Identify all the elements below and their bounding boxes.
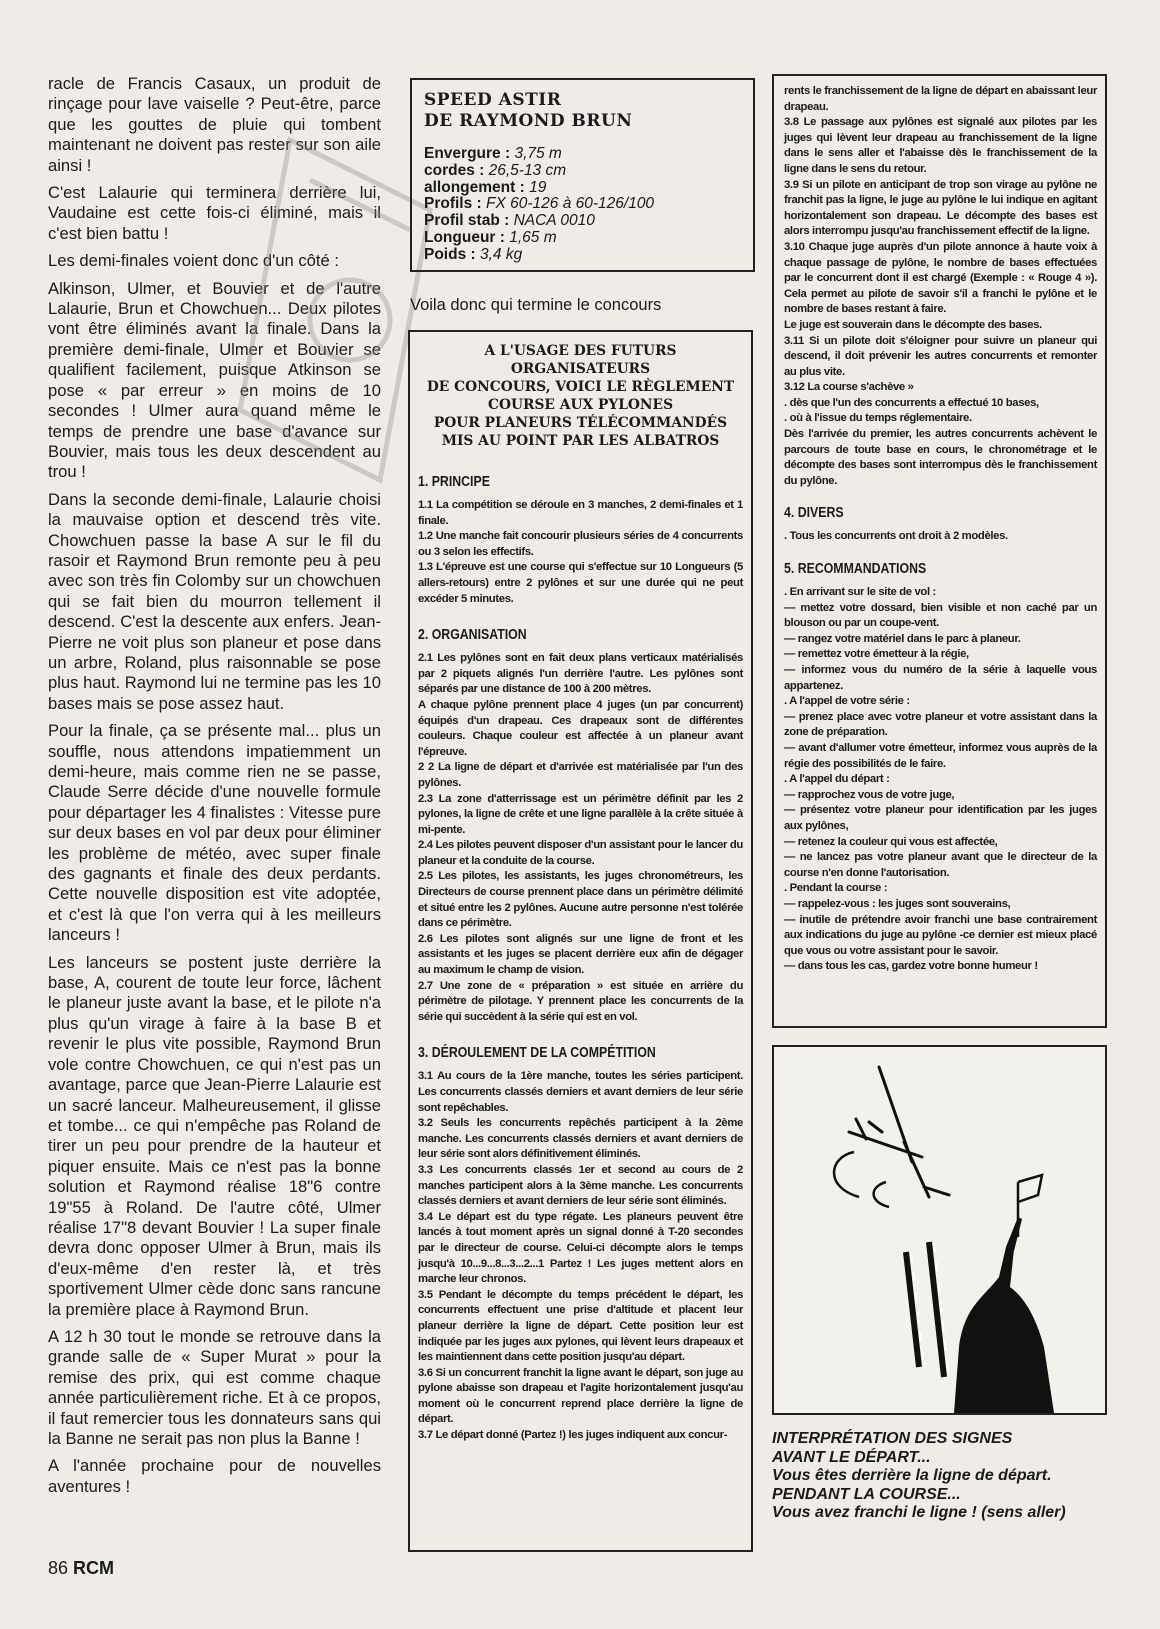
section-heading: 5. RECOMMANDATIONS — [784, 561, 927, 578]
spec-label: cordes : — [424, 161, 489, 179]
spec-value: NACA 0010 — [513, 212, 595, 230]
pylon-poles — [906, 1242, 949, 1377]
spec-label: Poids : — [424, 245, 480, 263]
spacer — [418, 1025, 743, 1039]
rule-item: 2.3 La zone d'atterrissage est un périmètre définit par les 2 pylones, la ligne de crête et une ligne parallèle à la crête située à mi-pente. — [418, 792, 743, 836]
closing-note: Voila donc qui termine le concours — [410, 296, 662, 314]
rule-item: — retenez la couleur qui vous est affectée, — [784, 835, 998, 848]
caption-line: Vous êtes derrière la ligne de départ. — [772, 1467, 1052, 1484]
page-folio — [48, 1558, 114, 1579]
spacer — [784, 489, 1097, 499]
rule-item: 3.4 Le départ est du type régate. Les planeurs peuvent être lancés à tout moment après un signal donné à T-20 secondes par le directeur de course. Celui-ci décompte alors le temps jusqu'à 10...9...8...3...2...1 Partez ! Les juges mettent alors en marche leur chronos. — [418, 1210, 743, 1286]
rule-item: 2.5 Les pilotes, les assistants, les juges chronométreurs, les Directeurs de course prennent place dans un périmètre délimité et situé entre les 2 pylônes. Aucune autre personne n'est tolérée dans ce périmètre. — [418, 870, 743, 930]
illustration-svg — [774, 1047, 1105, 1413]
rule-item: — remettez votre émetteur à la régie, — [784, 648, 969, 661]
section-heading: 3. DÉROULEMENT DE LA COMPÉTITION — [418, 1045, 656, 1062]
spacer — [418, 607, 743, 621]
rule-item: 2.4 Les pilotes peuvent disposer d'un assistant pour le lancer du planeur et la conduite de la course. — [418, 839, 743, 867]
rule-item: 3.11 Si un pilote doit s'éloigner pour suivre un planeur qui descend, il doit prévenir les autres concurrents et remonter au plus vite. — [784, 334, 1097, 378]
rule-item: Dès l'arrivée du premier, les autres concurrents achèvent le parcours de toute base en cours, le chronométrage et le décompte des bases sont interrompus dès le franchissement du pylône. — [784, 428, 1097, 487]
spec-label: allongement : — [424, 178, 530, 196]
rule-item: 2.6 Les pilotes sont alignés sur une ligne de front et les assistants et les juges se placent derrière eux afin de dégager au maximum le champ de vision. — [418, 932, 743, 977]
rule-item: — inutile de prétendre avoir franchi une base contrairement aux indications du juge au pylône -ce dernier est mieux placé que vous ou votre assistant pour le savoir. — [784, 913, 1097, 957]
flag — [1018, 1175, 1042, 1237]
rule-item: — avant d'allumer votre émetteur, informez vous auprès de la régie des possibilités de le faire. — [784, 741, 1097, 770]
article-body — [48, 74, 381, 1504]
specs-title — [424, 90, 741, 132]
specs-title-line: DE RAYMOND BRUN — [424, 111, 633, 131]
caption-line: INTERPRÉTATION DES SIGNES — [772, 1430, 1013, 1447]
rule-item: — prenez place avec votre planeur et votre assistant dans la zone de préparation. — [784, 710, 1097, 739]
reglement-continued-box — [772, 74, 1107, 1028]
spec-row — [424, 163, 741, 180]
rule-item: 1.1 La compétition se déroule en 3 manches, 2 demi-finales et 1 finale. — [418, 499, 743, 527]
specs-box — [410, 78, 755, 272]
magazine-name: RCM — [73, 1558, 115, 1578]
article-paragraph: Les lanceurs se postent juste derrière la base, A, courent de toute leur force, lâchent le planeur juste avant la base, et le pilote n'a plus qu'un virage à faire à la base B et revenir le plus vite possible, Raymond Brun vole contre Chowchuen, ce qui n'est pas un avantage, parce que Jean-Pierre Lalaurie est un sacré lanceur. Malheureusement, il glisse et tombe... ce qui n'empêche pas Roland de tirer un peu pour prendre de la hauteur et piquer ensuite. Mais ce n'est pas la bonne solution et Raymond réalise 18"6 contre 19"55 à Roland. De l'autre côté, Ulmer réalise 17"8 devant Bouvier ! La super finale devra donc opposer Ulmer à Brun, mais ils d'eux-même d'en rester là, et très sportivement Ulmer cède donc sans rancune la première place à Raymond Brun. — [48, 952, 381, 1319]
rule-item: . A l'appel de votre série : — [784, 695, 910, 708]
spec-value: 1,65 m — [509, 228, 557, 246]
illustration-caption — [772, 1430, 1107, 1523]
reglement-title-line: A L'USAGE DES FUTURS ORGANISATEURS — [484, 343, 677, 377]
motion-lines — [834, 1152, 889, 1207]
spec-value: FX 60-126 à 60-126/100 — [486, 195, 655, 213]
spec-row — [424, 146, 741, 163]
rule-item: 3.2 Seuls les concurrents repêchés participent à la 2ème manche. Les concurrents classés derniers et avant derniers de leur série sont alors définitivement éliminés. — [418, 1117, 743, 1161]
rule-item: 1.2 Une manche fait concourir plusieurs séries de 4 concurrents ou 3 selon les effectifs. — [418, 530, 743, 558]
rule-item: — dans tous les cas, gardez votre bonne humeur ! — [784, 960, 1038, 973]
caption-line: PENDANT LA COURSE... — [772, 1485, 961, 1503]
spec-row — [424, 213, 741, 230]
article-paragraph: Dans la seconde demi-finale, Lalaurie choisi la mauvaise option et descend très vite. Chowchuen passe la base A sur le fil du rasoir et Raymond Brun remonte peu à peu avec son très fin Colomby sur un chowchuen qui se fait bien du mourron tellement il descend. C'est la descente aux enfers. Jean-Pierre ne voit plus son planeur et pose dans un arbre, Roland, plus raisonnable se pose plus haut. Raymond lui ne termine pas les 10 bases mais se pose assez haut. — [48, 489, 381, 713]
rule-item: . où à l'issue du temps réglementaire. — [784, 412, 972, 425]
judge-silhouette — [954, 1217, 1054, 1413]
rule-item: — présentez votre planeur pour identification par les juges aux pylônes, — [784, 804, 1097, 832]
reglement-title-line: DE CONCOURS, VOICI LE RÈGLEMENT — [426, 379, 735, 395]
rule-item: Le juge est souverain dans le décompte des bases. — [784, 318, 1042, 331]
rule-item: A chaque pylône prennent place 4 juges (un par concurrent) équipés d'un drapeau. Ces drapeaux sont de différentes couleurs. Chaque couleur est affectée à un planeur avant l'épreuve. — [418, 698, 743, 758]
spec-value: 19 — [529, 178, 547, 196]
reglement-title-line: COURSE AUX PYLONES — [487, 397, 674, 413]
spec-label: Longueur : — [424, 228, 510, 246]
rule-item: 2.7 Une zone de « préparation » est située en arrière du périmètre de pilotage. Y prennent place les concurrents de la série qui succèdent à la série qui est en vol. — [418, 979, 743, 1023]
glider-drawing — [849, 1067, 949, 1197]
rule-item: — rapprochez vous de votre juge, — [784, 788, 955, 801]
rule-item: rents le franchissement de la ligne de départ en abaissant leur drapeau. — [784, 85, 1097, 113]
spec-row — [424, 196, 741, 213]
caption-line: AVANT LE DÉPART... — [772, 1448, 931, 1466]
rule-item: 3.8 Le passage aux pylônes est signalé aux pilotes par les juges qui lèvent leur drapeau au franchissement de la ligne dans le sens aller et l'abaisse dès le franchissement de la ligne dans le sens du retour. — [784, 116, 1097, 175]
rule-item: 2.1 Les pylônes sont en fait deux plans verticaux matérialisés par 2 piquets alignés l'un derrière l'autre. Les pylônes sont séparés par une distance de 100 à 200 mètres. — [418, 652, 743, 696]
rule-item: 3.3 Les concurrents classés 1er et second au cours de 2 manches participent alors à la 3ème manche. Les concurrents classés derniers et avant derniers de leur série sont éliminés. — [418, 1163, 743, 1208]
rule-item: 3.12 La course s'achève » — [784, 381, 914, 394]
article-paragraph: C'est Lalaurie qui terminera derrière lui, Vaudaine est cette fois-ci éliminé, mais il c'est bien battu ! — [48, 183, 381, 243]
spec-value: 26,5-13 cm — [488, 161, 567, 179]
rule-item: 2 2 La ligne de départ et d'arrivée est matérialisée par l'un des pylônes. — [418, 761, 743, 789]
spec-value: 3,4 kg — [479, 245, 523, 263]
rule-item: — rappelez-vous : les juges sont souverains, — [784, 897, 1011, 910]
spec-row — [424, 180, 741, 197]
rule-item: 3.5 Pendant le décompte du temps précédent le départ, les concurrents effectuent une prise d'altitude et placent leur planeur derrière la ligne de départ. Cette position leur est indiquée par les juges aux pylones, qui lèvent leurs drapeaux et les maintiennent dans cette position jusqu'au départ. — [418, 1288, 743, 1364]
spec-row — [424, 247, 741, 264]
article-paragraph: Les demi-finales voient donc d'un côté : — [48, 251, 339, 271]
reglement-title-line: POUR PLANEURS TÉLÉCOMMANDÉS — [433, 415, 728, 431]
section-heading: 1. PRINCIPE — [418, 474, 490, 490]
rule-item: 3.6 Si un concurrent franchit la ligne avant le départ, son juge au pylone abaisse son drapeau et l'agite horizontalement jusqu'au moment où le concurrent reprend place derrière la ligne de départ. — [418, 1366, 743, 1426]
rule-item: 3.7 Le départ donné (Partez !) les juges indiquent aux concur- — [418, 1429, 728, 1442]
rule-item: — mettez votre dossard, bien visible et non caché par un blouson ou par un coupe-vent. — [784, 601, 1097, 630]
article-paragraph: Pour la finale, ça se présente mal... plus un souffle, nous attendons impatiemment un demi-heure, mais comme rien ne se passe, Claude Serre décide d'une nouvelle formule pour départager les 4 finalistes : Vitesse pure sur deux bases en vol par deux pour éliminer les problème de météo, avec super finale des gagnants et finale des deux perdants. Cette nouvelle disposition est vite adoptée, et c'est là que l'on verra qui à les meilleurs lanceurs ! — [48, 721, 381, 945]
rule-item: — informez vous du numéro de la série à laquelle vous appartenez. — [784, 664, 1097, 692]
judge-flag-illustration — [772, 1045, 1107, 1415]
rule-item: — rangez votre matériel dans le parc à planeur. — [784, 632, 1021, 645]
specs-title-line: SPEED ASTIR — [424, 90, 562, 110]
spec-value: 3,75 m — [514, 145, 562, 162]
article-paragraph: A l'année prochaine pour de nouvelles aventures ! — [48, 1456, 381, 1496]
spec-label: Profils : — [424, 195, 487, 213]
page-number: 86 — [48, 1558, 69, 1578]
rule-item: 3.1 Au cours de la 1ère manche, toutes les séries participent. Les concurrents classés derniers et avant derniers de leur série sont repêchables. — [418, 1070, 743, 1114]
section-heading: 4. DIVERS — [784, 505, 844, 522]
spec-label: Profil stab : — [424, 212, 514, 230]
reglement-title — [418, 342, 743, 450]
rule-item: . Pendant la course : — [784, 882, 888, 895]
spec-row — [424, 230, 741, 247]
caption-line: Vous avez franchi le ligne ! (sens aller) — [772, 1504, 1066, 1521]
article-paragraph: A 12 h 30 tout le monde se retrouve dans la grande salle de « Super Murat » pour la remise des prix, qui est comme chaque année particulièrement riche. Et à ce propos, il faut remercier tous les donnateurs sans qui la Banne ne serait pas non plus la Banne ! — [48, 1326, 381, 1448]
rule-item: . En arrivant sur le site de vol : — [784, 586, 936, 599]
article-paragraph: racle de Francis Casaux, un produit de rinçage pour lave vaiselle ? Peut-être, parce que les gouttes de pluie qui tombent maintenant ne doivent pas rester sur son aile ainsi ! — [48, 74, 381, 175]
rule-item: 1.3 L'épreuve est une course qui s'effectue sur 10 Longueurs (5 allers-retours) entre 2 pylônes et sur une durée qui ne peut excéder 5 minutes. — [418, 561, 743, 605]
section-heading: 2. ORGANISATION — [418, 627, 527, 644]
spec-label: Envergure : — [424, 145, 515, 162]
rule-item: 3.9 Si un pilote en anticipant de trop son virage au pylône ne franchit pas la ligne, le juge au pylône le lui indique en agitant horizontalement son drapeau. Le décompte des bases est alors interrompu jusqu'au franchissement effectif de la ligne. — [784, 178, 1097, 238]
rule-item: — ne lancez pas votre planeur avant que le directeur de la course n'en donne l'autorisation. — [784, 851, 1097, 879]
article-paragraph: Alkinson, Ulmer, et Bouvier et de l'autre Lalaurie, Brun et Chowchuen... Deux pilotes vont être éliminés avant la finale. Dans la première demi-finale, Ulmer et Bouvier se qualifient facilement, puisque Atkinson se pose « par erreur » en moins de 10 secondes ! Ulmer aura quand même le temps de prendre une base d'avance sur Bouvier, mais tous les deux descendent au trou ! — [48, 278, 381, 482]
reglement-box — [408, 330, 753, 1552]
spacer — [784, 545, 1097, 555]
rule-item: . A l'appel du départ : — [784, 773, 890, 786]
rule-item: . Tous les concurrents ont droit à 2 modèles. — [784, 530, 1008, 543]
rule-item: 3.10 Chaque juge auprès d'un pilote annonce à haute voix à chaque passage de pylône, le nombre de bases effectuées par le concurrent dont il est chargé (Exemple : « Rouge 4 »). Cela permet au pilote de savoir s'il a franchi le pylône et le nombre de bases restant à faire. — [784, 240, 1097, 316]
rule-item: . dès que l'un des concurrents a effectué 10 bases, — [784, 396, 1039, 409]
reglement-title-line: MIS AU POINT PAR LES ALBATROS — [441, 433, 720, 449]
